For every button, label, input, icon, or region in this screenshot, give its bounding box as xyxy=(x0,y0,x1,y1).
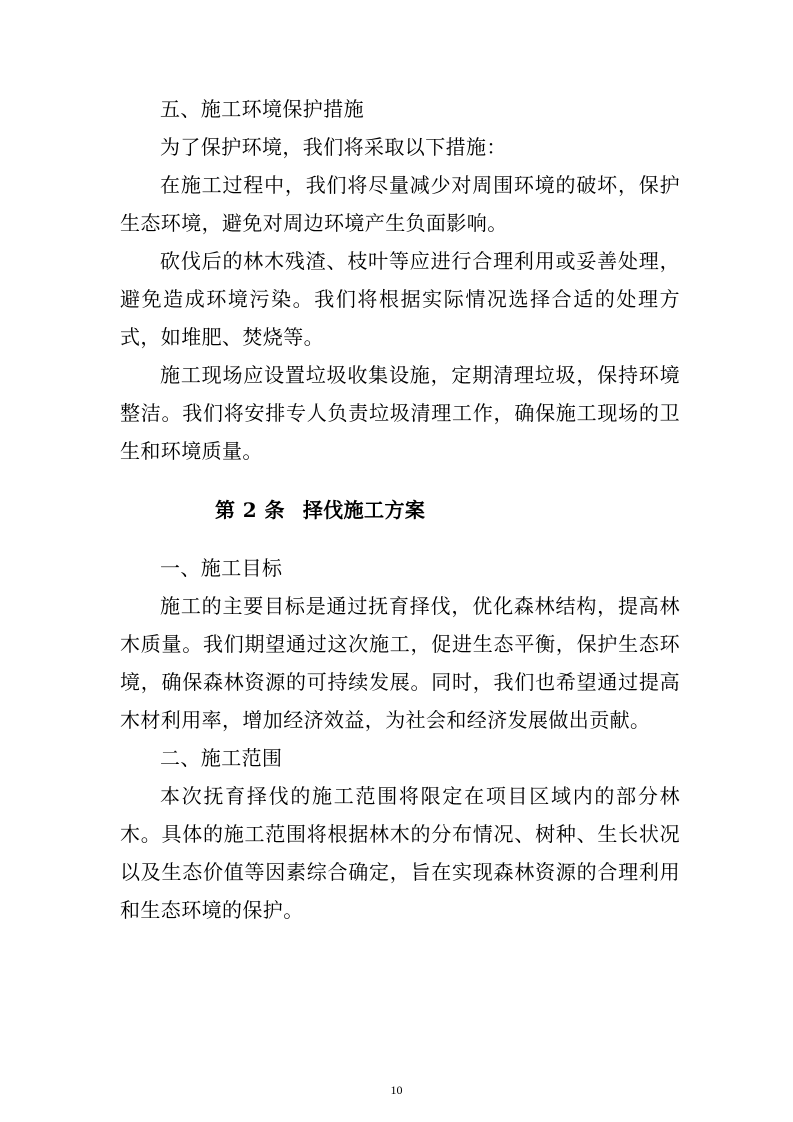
section-2-paragraph: 本次抚育择伐的施工范围将限定在项目区域内的部分林木。具体的施工范围将根据林木的分布情况、树种、生长状况以及生态价值等因素综合确定，旨在实现森林资源的合理利用和生态环境的保护。 xyxy=(120,784,680,922)
section-1-heading: 一、施工目标 xyxy=(160,556,283,580)
section-5-heading: 五、施工环境保护措施 xyxy=(160,97,364,121)
article-number: 第 2 条 xyxy=(215,498,285,522)
section-5-intro-paragraph: 为了保护环境，我们将采取以下措施： xyxy=(160,135,507,159)
section-2-heading: 二、施工范围 xyxy=(160,746,283,770)
section-5-paragraph-3: 施工现场应设置垃圾收集设施，定期清理垃圾，保持环境整洁。我们将安排专人负责垃圾清理工作，确保施工现场的卫生和环境质量。 xyxy=(120,363,680,463)
page-content xyxy=(120,90,680,929)
section-5-paragraph-2: 砍伐后的林木残渣、枝叶等应进行合理利用或妥善处理，避免造成环境污染。我们将根据实际情况选择合适的处理方式，如堆肥、焚烧等。 xyxy=(120,249,680,349)
article-2-heading xyxy=(215,491,680,529)
article-title: 择伐施工方案 xyxy=(302,498,426,522)
page-number: 10 xyxy=(390,1083,403,1097)
section-5-paragraph-1: 在施工过程中，我们将尽量减少对周围环境的破坏，保护生态环境，避免对周边环境产生负面影响。 xyxy=(120,173,680,235)
section-1-paragraph: 施工的主要目标是通过抚育择伐，优化森林结构，提高林木质量。我们期望通过这次施工，促进生态平衡，保护生态环境，确保森林资源的可持续发展。同时，我们也希望通过提高木材利用率，增加经济效益，为社会和经济发展做出贡献。 xyxy=(120,594,680,732)
